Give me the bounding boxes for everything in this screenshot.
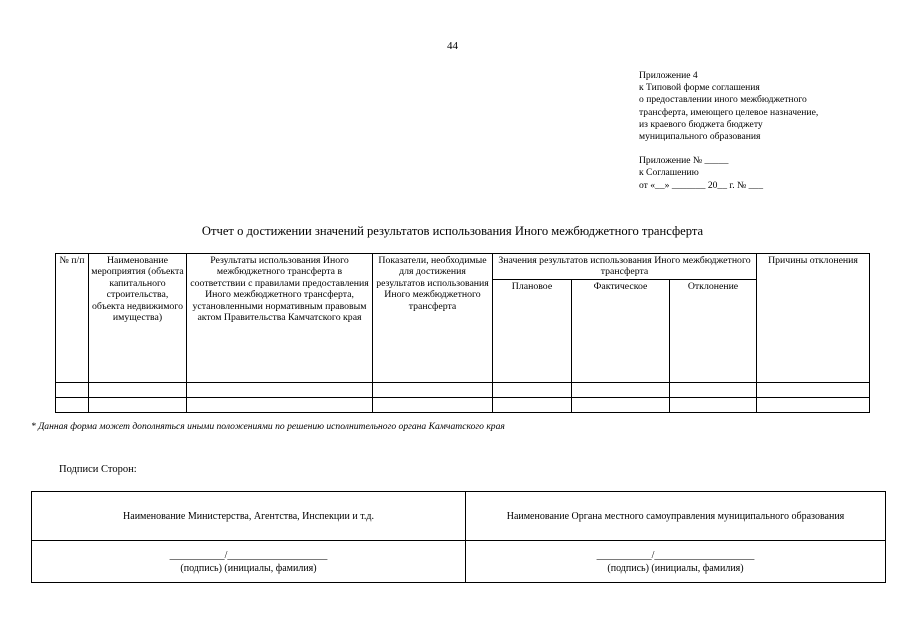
header-actual: Фактическое: [572, 279, 670, 382]
table-cell: [373, 397, 493, 412]
table-cell: [56, 382, 89, 397]
header-results: Результаты использования Иного межбюджетного трансферта в соответствии с правилами предоставления Иного межбюджетного трансферта, установленными нормативным правовым актом Правительства Камчатского края: [187, 254, 373, 383]
table-cell: [670, 397, 757, 412]
appendix-line: муниципального образования: [639, 131, 761, 143]
table-cell: [89, 382, 187, 397]
table-row: [56, 397, 870, 412]
agreement-line: к Соглашению: [639, 167, 699, 179]
header-planned: Плановое: [493, 279, 572, 382]
signature-left-line: ___________/____________________: [169, 549, 328, 561]
report-title: Отчет о достижении значений результатов использования Иного межбюджетного трансферта: [201, 224, 704, 238]
appendix-line: к Типовой форме соглашения: [639, 82, 760, 94]
report-table: [55, 253, 870, 413]
signatures-table: [31, 491, 886, 583]
table-cell: [493, 397, 572, 412]
appendix-block: [639, 70, 818, 192]
appendix-line: о предоставлении иного межбюджетного: [639, 94, 807, 106]
table-cell: [373, 382, 493, 397]
table-cell: [757, 397, 870, 412]
table-cell: [89, 397, 187, 412]
header-deviation: Отклонение: [670, 279, 757, 382]
header-reasons: Причины отклонения: [757, 254, 870, 383]
header-values-group: Значения результатов использования Иного межбюджетного трансферта: [493, 254, 757, 280]
signature-right-cell: [466, 541, 886, 583]
signatures-label: Подписи Сторон:: [59, 464, 137, 475]
header-event-name: Наименование мероприятия (объекта капитального строительства, объекта недвижимого имущества): [89, 254, 187, 383]
agreement-line: от «__» _______ 20__ г. № ___: [639, 179, 764, 191]
appendix-line: Приложение 4: [639, 70, 698, 81]
page-number: 44: [447, 40, 458, 52]
table-row: [56, 382, 870, 397]
appendix-line: трансферта, имеющего целевое назначение,: [639, 106, 819, 118]
footnote: * Данная форма может дополняться иными положениями по решению исполнительного органа Камчатского края: [31, 421, 505, 432]
table-cell: [670, 382, 757, 397]
header-num: № п/п: [56, 254, 89, 383]
table-cell: [572, 382, 670, 397]
table-cell: [56, 397, 89, 412]
table-cell: [572, 397, 670, 412]
header-indicators: Показатели, необходимые для достижения результатов использования Иного межбюджетного трансферта: [373, 254, 493, 383]
table-cell: [757, 382, 870, 397]
table-cell: [187, 397, 373, 412]
signature-right-caption: (подпись) (инициалы, фамилия): [607, 562, 744, 574]
appendix-line: из краевого бюджета бюджету: [639, 118, 763, 130]
signature-right-line: ___________/____________________: [596, 549, 755, 561]
signature-left-cell: [32, 541, 466, 583]
signature-left-caption: (подпись) (инициалы, фамилия): [180, 562, 317, 574]
signature-right-header: Наименование Органа местного самоуправления муниципального образования: [466, 492, 886, 541]
agreement-line: Приложение № _____: [639, 155, 729, 167]
table-cell: [187, 382, 373, 397]
signature-left-header: Наименование Министерства, Агентства, Инспекции и т.д.: [32, 492, 466, 541]
table-cell: [493, 382, 572, 397]
